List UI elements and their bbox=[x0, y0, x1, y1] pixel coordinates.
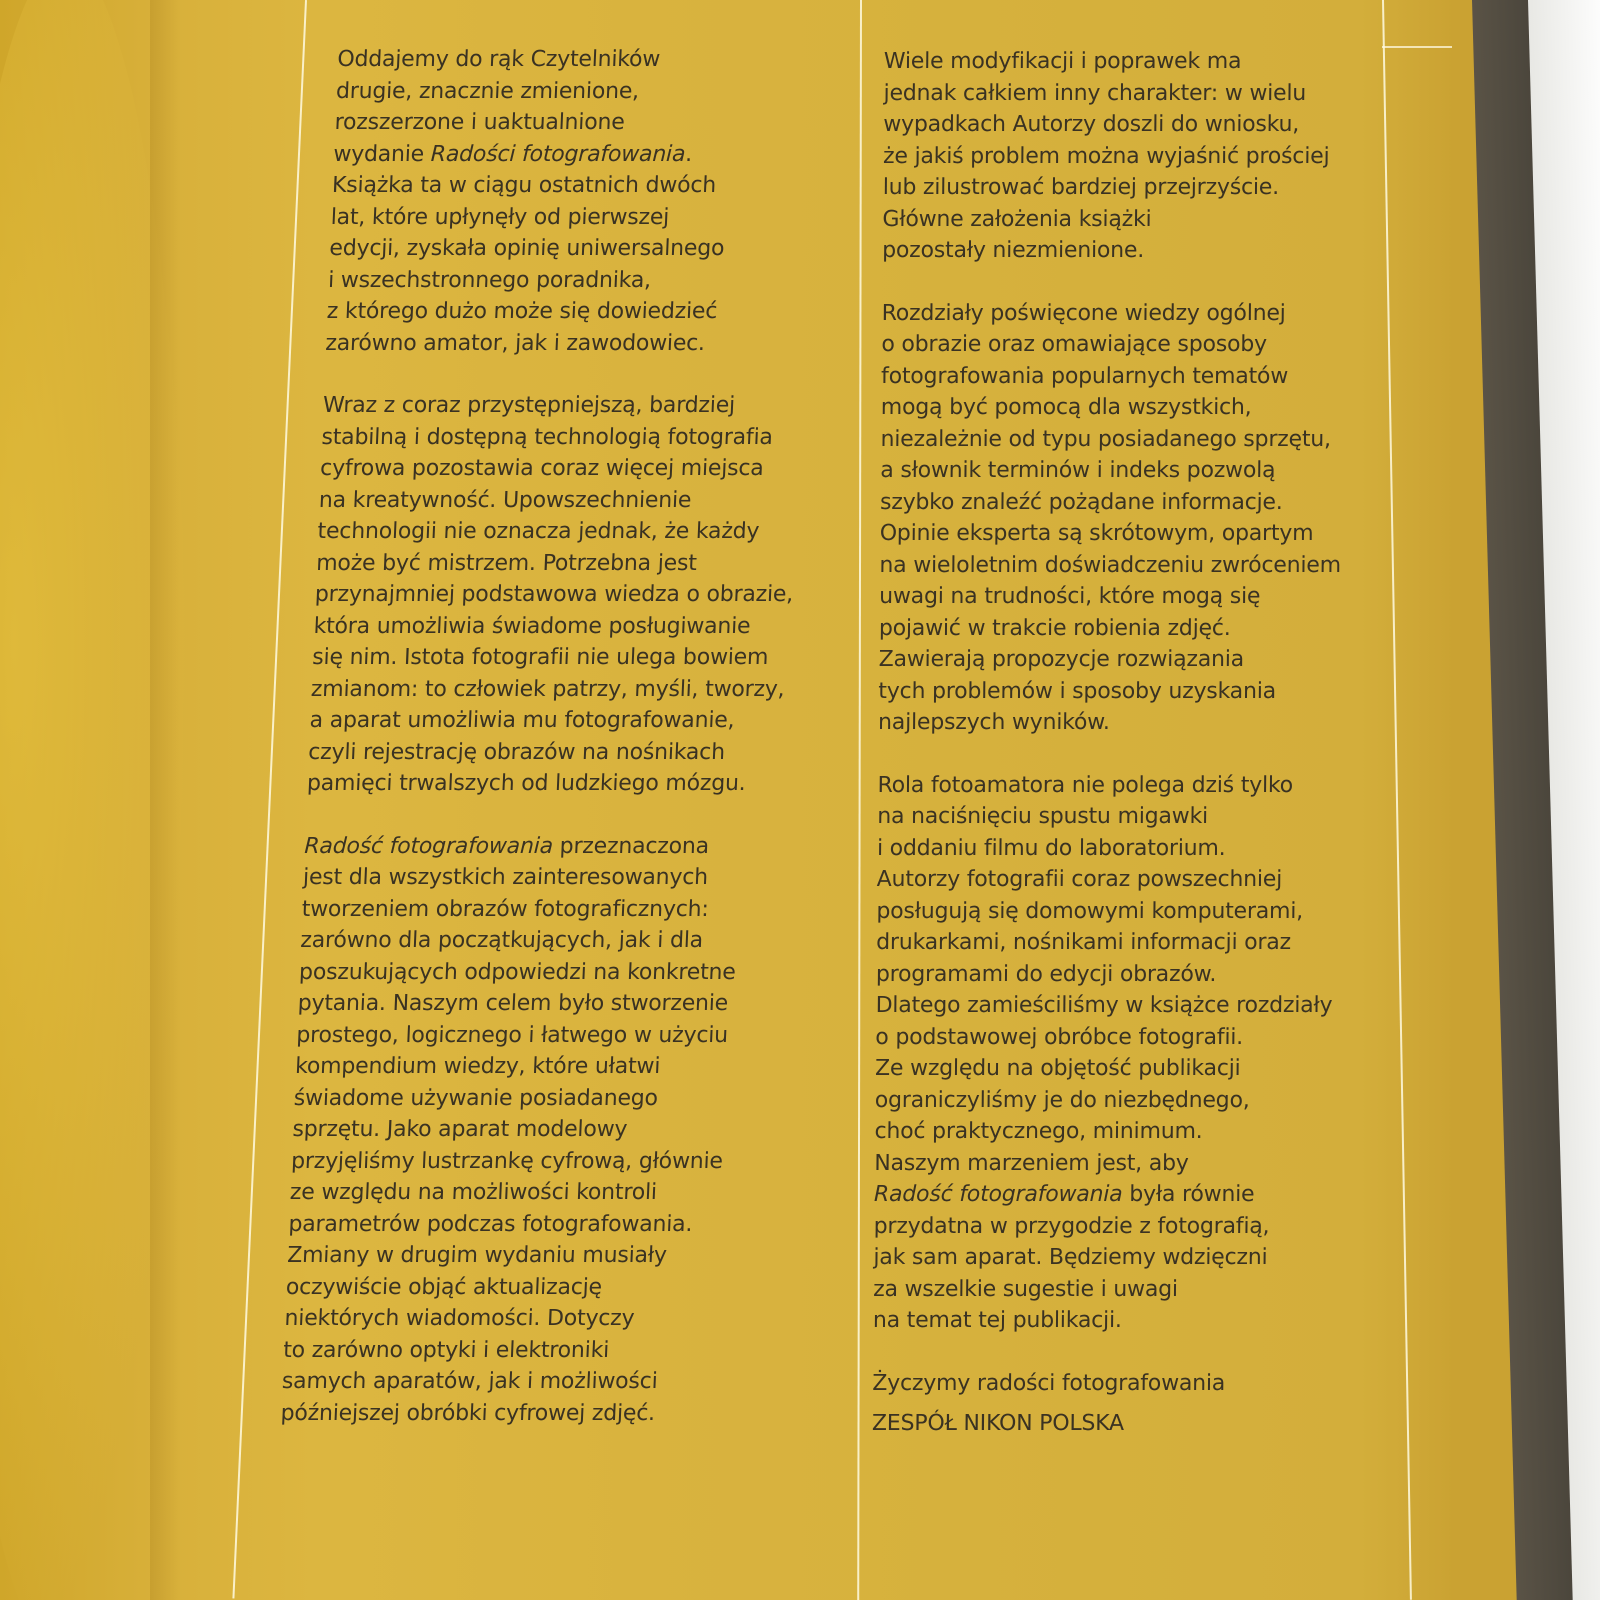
closing-line: Życzymy radości fotografowania bbox=[872, 1370, 1226, 1396]
center-column-rule bbox=[857, 0, 862, 1600]
paragraph-6: Rola fotoamatora nie polega dziś tylko na naciśnięciu spustu migawki i oddaniu filmu do laboratorium. Autorzy fotografii coraz powszechniej posługują się domowymi komputerami, drukarkami, nośnikami informacji oraz programami do edycji obrazów. Dlatego zamieściliśmy w książce rozdziały o podstawowej obróbce fotografii. Ze względu na objętość publikacji ograniczyliśmy je do niezbędnego, choć praktycznego, minimum. Naszym marzeniem jest, aby Radość fotografowania była równie przydatna w przygodzie z fotografią, jak sam aparat. Będziemy wdzięczni za wszelkie sugestie i uwagi na temat tej publikacji. bbox=[872, 772, 1333, 1333]
book-title-italic: Radość fotografowania bbox=[873, 1182, 1123, 1207]
signature: ZESPÓŁ NIKON POLSKA bbox=[871, 1411, 1125, 1436]
book-title-italic: Radość fotografowania bbox=[303, 833, 554, 859]
left-text-column bbox=[279, 44, 858, 1460]
fold-shadow bbox=[150, 0, 180, 1600]
right-text-column bbox=[872, 46, 1404, 1471]
book-title-italic: Radości fotografowania bbox=[430, 141, 686, 167]
paragraph-2: Wraz z coraz przystępniejszą, bardziej stabilną i dostępną technologią fotografia cyfrowa pozostawia coraz więcej miejsca na kreatywność. Upowszechnienie technologii nie oznacza jednak, że każdy może być mistrzem. Potrzebna jest przynajmniej podstawowa wiedza o obrazie, która umożliwia świadome posługiwanie się nim. Istota fotografii nie ulega bowiem zmianom: to człowiek patrzy, myśli, tworzy, a aparat umożliwia mu fotografowanie, czyli rejestrację obrazów na nośnikach pamięci trwalszych od ludzkiego mózgu. bbox=[306, 393, 794, 796]
paragraph-4: Wiele modyfikacji i poprawek ma jednak całkiem inny charakter: w wielu wypadkach Autorzy doszli do wniosku, że jakiś problem można wyjaśnić prościej lub zilustrować bardziej przejrzyście. Główne założenia książki pozostały niezmienione. bbox=[882, 49, 1330, 263]
paragraph-3: Radość fotografowania przeznaczona jest dla wszystkich zainteresowanych tworzeniem obrazów fotograficznych: zarówno dla początkujących, jak i dla poszukujących odpowiedzi na konkretne pytania. Naszym celem było stworzenie prostego, logicznego i łatwego w użyciu kompendium wiedzy, które ułatwi świadome używanie posiadanego sprzętu. Jako aparat modelowy przyjęliśmy lustrzankę cyfrową, głównie ze względu na możliwości kontroli parametrów podczas fotografowania. Zmiany w drugim wydaniu musiały oczywiście objąć aktualizację niektórych wiadomości. Dotyczy to zarówno optyki i elektroniki samych aparatów, jak i możliwości późniejszej obróbki cyfrowej zdjęć. bbox=[280, 833, 737, 1426]
paragraph-5: Rozdziały poświęcone wiedzy ogólnej o obrazie oraz omawiające sposoby fotografowania popularnych tematów mogą być pomocą dla wszystkich, niezależnie od typu posiadanego sprzętu, a słownik terminów i indeks pozwolą szybko znaleźć pożądane informacje. Opinie eksperta są skrótowym, opartym na wieloletnim doświadczeniu zwróceniem uwagi na trudności, które mogą się pojawić w trakcie robienia zdjęć. Zawierają propozycje rozwiązania tych problemów i sposoby uzyskania najlepszych wyników. bbox=[877, 300, 1342, 735]
paragraph-1: Oddajemy do rąk Czytelników drugie, znacznie zmienione, rozszerzone i uaktualnione wydanie Radości fotografowania. Książka ta w ciągu ostatnich dwóch lat, które upłynęły od pierwszej edycji, zyskała opinię uniwersalnego i wszechstronnego poradnika, z którego dużo może się dowiedzieć zarówno amator, jak i zawodowiec. bbox=[324, 47, 725, 356]
